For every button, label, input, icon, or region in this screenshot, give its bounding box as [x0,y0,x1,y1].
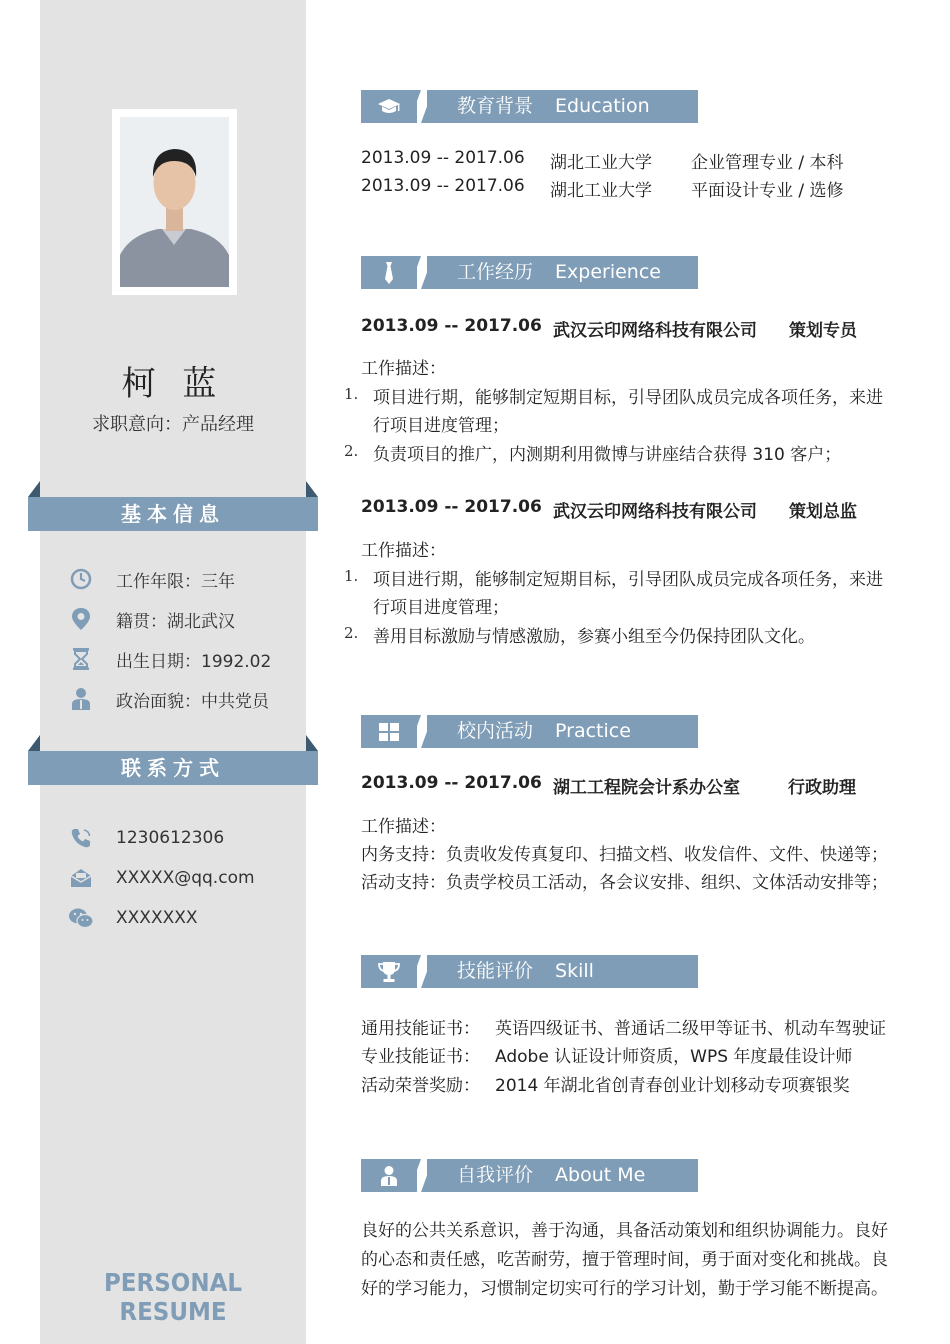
header-divider [421,90,433,123]
header-divider [409,256,421,289]
contact-title: 联系方式 [121,756,225,780]
education-title-cn: 教育背景 [457,95,534,117]
header-divider [421,715,433,748]
header-divider [421,256,433,289]
location-pin-icon [68,606,94,632]
skill-value: Adobe 认证设计师资质，WPS 年度最佳设计师 [495,1047,853,1067]
info-hometown: 籍贯：湖北武汉 [116,611,235,632]
ribbon-fold [306,481,318,497]
job-item: 善用目标激励与情感激励，参赛小组至今仍保持团队文化。 [373,627,815,647]
contact-row-email [68,865,255,891]
job-company: 武汉云印网络科技有限公司 [553,502,757,522]
about-header [361,1159,698,1192]
practice-title [457,715,631,748]
practice-header [361,715,698,748]
practice-line: 内务支持：负责收发传真复印、扫描文档、收发信件、文件、快递等； [361,845,888,865]
contact-row-wechat [68,905,198,931]
edu-major: 企业管理专业 / 本科 [691,153,844,173]
job-item: 负责项目的推广，内测期利用微博与讲座结合获得 310 客户； [373,445,842,465]
header-divider [421,955,433,988]
info-birthdate: 出生日期：1992.02 [116,651,272,672]
job-date: 2013.09 -- 2017.06 [361,497,542,517]
about-title-en: About Me [555,1164,646,1186]
contact-ribbon [28,751,318,785]
basic-info-ribbon [28,497,318,531]
skill-label: 专业技能证书： [361,1047,480,1067]
practice-date: 2013.09 -- 2017.06 [361,773,542,793]
wechat-icon [68,905,94,931]
practice-title-en: Practice [555,720,631,742]
practice-role: 行政助理 [788,778,856,798]
phone-icon [68,825,94,851]
hourglass-icon [68,646,94,672]
edu-school: 湖北工业大学 [550,153,652,173]
education-header [361,90,698,123]
about-title-cn: 自我评价 [457,1164,534,1186]
skill-value: 2014 年湖北省创青春创业计划移动专项赛银奖 [495,1076,850,1096]
skill-label: 活动荣誉奖励： [361,1076,480,1096]
header-divider [409,1159,421,1192]
header-divider [409,955,421,988]
job-item-cont: 行项目进度管理； [373,416,509,436]
basic-info-title: 基本信息 [121,502,225,526]
experience-title [457,256,661,289]
person-icon [68,686,94,712]
edu-major: 平面设计专业 / 选修 [691,181,844,201]
skill-title [457,955,594,988]
header-divider [409,715,421,748]
info-political-status: 政治面貌：中共党员 [116,691,269,712]
job-intent: 求职意向：产品经理 [92,414,254,435]
experience-title-en: Experience [555,261,661,283]
skill-header [361,955,698,988]
practice-desc-label: 工作描述： [361,817,446,837]
header-divider [421,1159,433,1192]
list-number: 2. [344,624,359,642]
candidate-name: 柯 蓝 [121,364,225,404]
list-number: 1. [344,385,359,403]
edu-date: 2013.09 -- 2017.06 [361,148,525,168]
job-date: 2013.09 -- 2017.06 [361,316,542,336]
contact-wechat: XXXXXXX [116,908,198,928]
info-row-hometown [68,606,235,632]
email-icon [68,865,94,891]
practice-line: 活动支持：负责学校员工活动，各会议安排、组织、文体活动安排等； [361,873,888,893]
experience-header [361,256,698,289]
job-role: 策划总监 [789,502,857,522]
job-company: 武汉云印网络科技有限公司 [553,321,757,341]
job-item-cont: 行项目进度管理； [373,598,509,618]
practice-org: 湖工工程院会计系办公室 [553,778,740,798]
about-title [457,1159,645,1192]
job-item: 项目进行期，能够制定短期目标，引导团队成员完成各项任务，来进 [373,570,883,590]
ribbon-fold [28,481,40,497]
profile-photo [120,117,229,287]
about-line: 的心态和责任感，吃苦耐劳，擅于管理时间，勇于面对变化和挑战。良 [361,1250,888,1270]
info-row-political-status [68,686,269,712]
list-number: 2. [344,442,359,460]
job-desc-label: 工作描述： [361,359,446,379]
job-item: 项目进行期，能够制定短期目标，引导团队成员完成各项任务，来进 [373,388,883,408]
skill-title-cn: 技能评价 [457,960,534,982]
contact-row-phone [68,825,224,851]
experience-title-cn: 工作经历 [457,261,534,283]
job-desc-label: 工作描述： [361,541,446,561]
about-line: 良好的公共关系意识，善于沟通，具备活动策划和组织协调能力。良好 [361,1221,888,1241]
contact-phone: 1230612306 [116,828,225,848]
list-number: 1. [344,567,359,585]
header-divider [409,90,421,123]
about-line: 好的学习能力，习惯制定切实可行的学习计划，勤于学习能不断提高。 [361,1279,888,1299]
education-title-en: Education [555,95,650,117]
info-work-years: 工作年限：三年 [116,571,235,592]
education-title [457,90,650,123]
skill-label: 通用技能证书： [361,1019,480,1039]
edu-school: 湖北工业大学 [550,181,652,201]
skill-title-en: Skill [555,960,594,982]
contact-email: XXXXX@qq.com [116,868,255,888]
job-role: 策划专员 [789,321,857,341]
info-row-birthdate [68,646,271,672]
skill-value: 英语四级证书、普通话二级甲等证书、机动车驾驶证 [495,1019,886,1039]
edu-date: 2013.09 -- 2017.06 [361,176,525,196]
ribbon-fold [28,735,40,751]
info-row-work-years [68,566,235,592]
profile-photo-frame [112,109,237,295]
practice-title-cn: 校内活动 [457,720,534,742]
clock-icon [68,566,94,592]
personal-resume-title: PERSONAL RESUME [103,1268,243,1326]
ribbon-fold [306,735,318,751]
